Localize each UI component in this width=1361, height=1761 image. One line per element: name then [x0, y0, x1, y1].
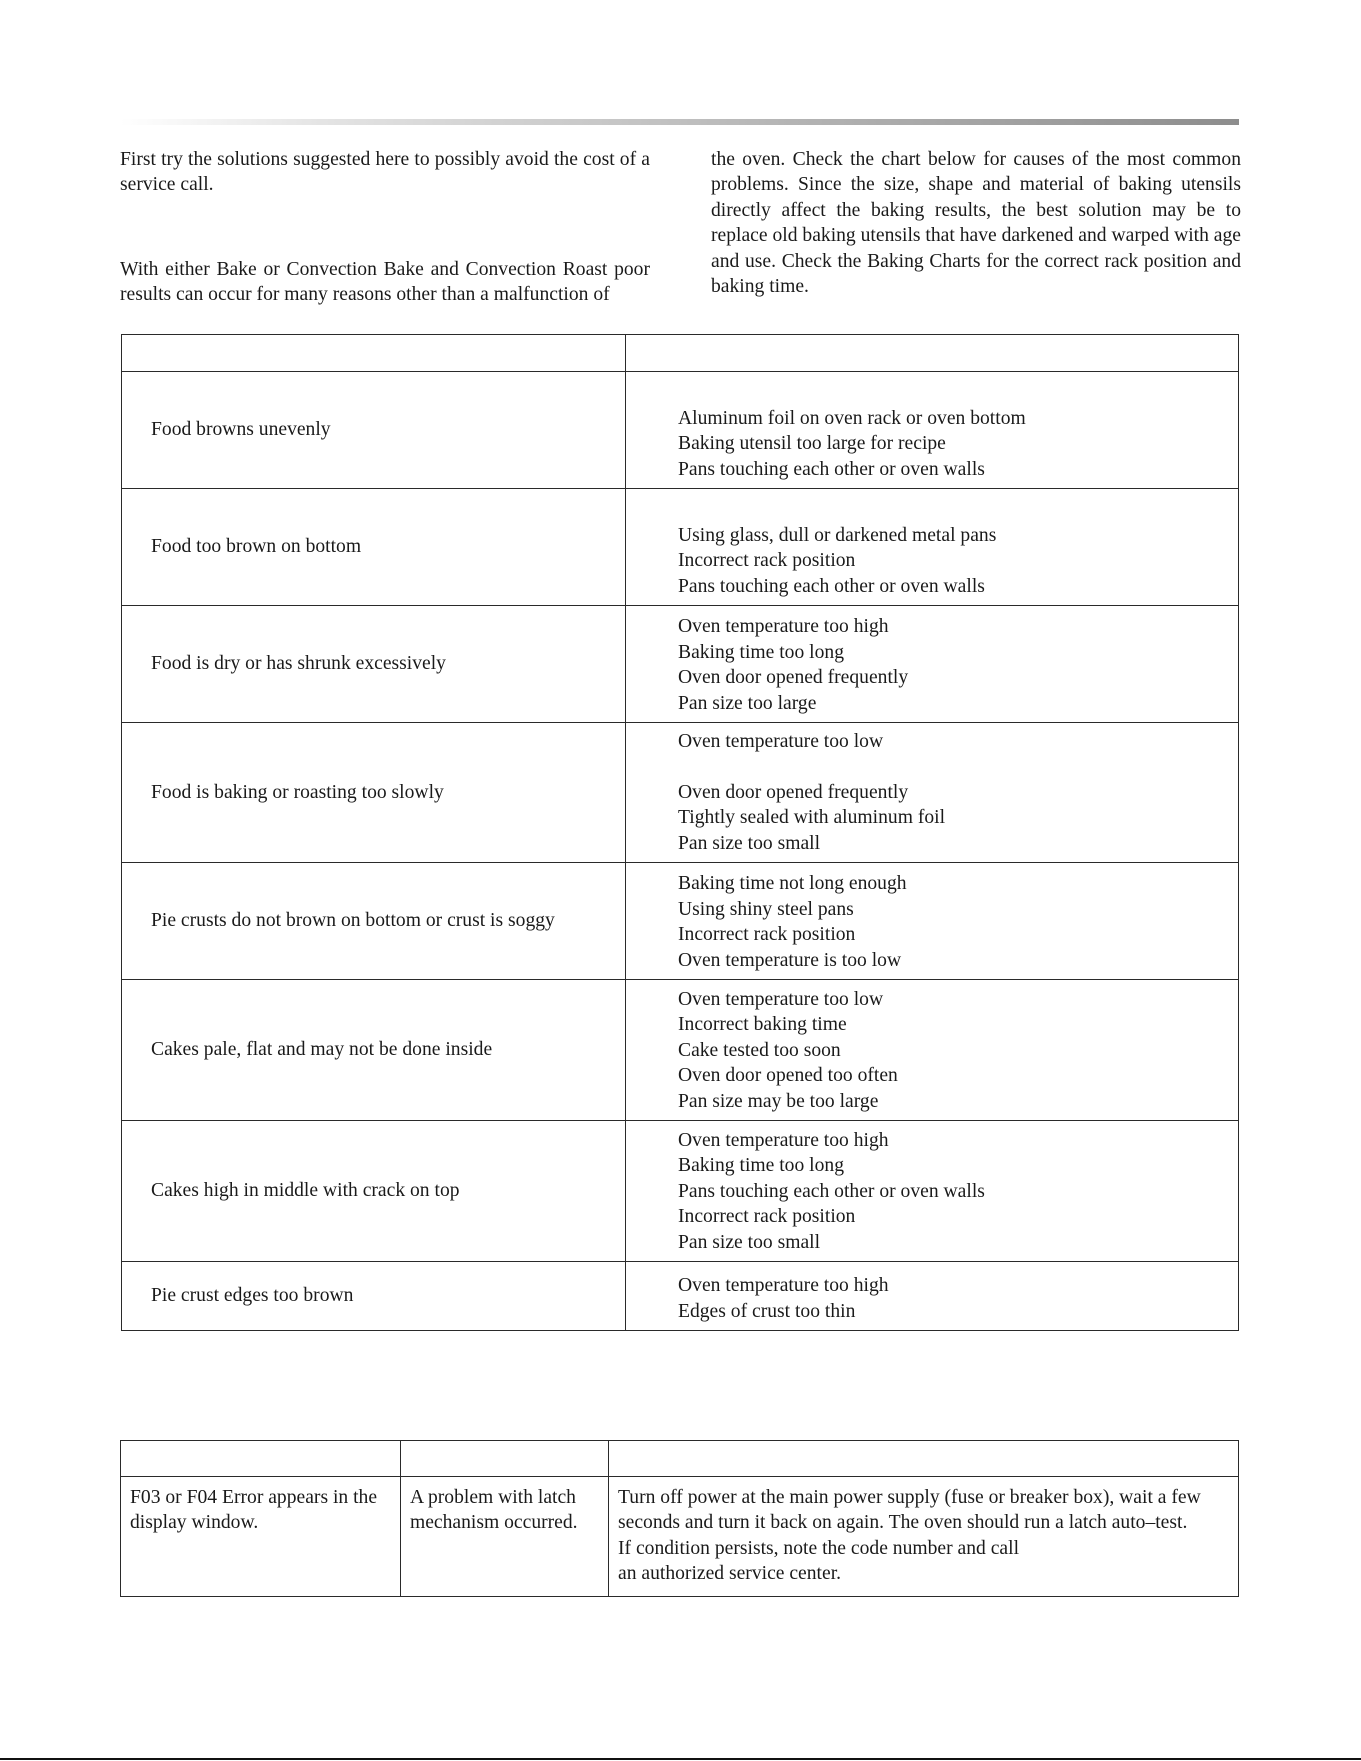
problem-cell: Pie crust edges too brown: [122, 1262, 626, 1331]
header-rule: [120, 119, 1239, 125]
cause-line: Cake tested too soon: [678, 1039, 841, 1061]
cause-line: Incorrect rack position: [678, 924, 856, 946]
solution-line: Turn off power at the main power supply (fuse or breaker box), wait a few: [618, 1487, 1201, 1508]
problem-cell: F03 or F04 Error appears in the display window.: [121, 1477, 401, 1597]
cause-line: Baking utensil too large for recipe: [678, 433, 946, 455]
causes-cell: [626, 489, 1239, 606]
cause-line: Using glass, dull or darkened metal pans: [678, 524, 997, 546]
causes-cell: [626, 1121, 1239, 1262]
causes-cell: [626, 1262, 1239, 1331]
error-code-table: [120, 1440, 1239, 1597]
cause-line: Incorrect rack position: [678, 1206, 856, 1228]
cause-line: Baking time too long: [678, 641, 844, 663]
problem-header: [122, 335, 626, 372]
cause-line: Incorrect baking time: [678, 1014, 847, 1036]
table-header-row: [122, 335, 1239, 372]
problem-header: [121, 1441, 401, 1477]
cause-line: Tightly sealed with aluminum foil: [678, 807, 946, 829]
baking-problems-table: [121, 334, 1239, 1331]
table-row: [122, 1262, 1239, 1331]
solution-cell: [609, 1477, 1239, 1597]
cause-header: [401, 1441, 609, 1477]
cause-line: Pan size may be too large: [678, 1090, 879, 1112]
cause-line: Baking time not long enough: [678, 873, 907, 895]
cause-line: Oven door opened frequently: [678, 667, 909, 689]
table-row: [122, 489, 1239, 606]
problem-cell: Food is dry or has shrunk excessively: [122, 606, 626, 723]
cause-line: Oven temperature too low: [678, 988, 884, 1010]
problem-cell: Food too brown on bottom: [122, 489, 626, 606]
cause-line: Pan size too small: [678, 1231, 821, 1253]
cause-line: Pans touching each other or oven walls: [678, 458, 985, 480]
cause-line: Incorrect rack position: [678, 550, 856, 572]
table-row: [122, 980, 1239, 1121]
cause-line: Using shiny steel pans: [678, 898, 854, 920]
cause-line: Oven temperature too low: [678, 730, 884, 752]
table-row: [122, 723, 1239, 863]
problem-cell: Pie crusts do not brown on bottom or crust is soggy: [122, 863, 626, 980]
solution-line: seconds and turn it back on again. The oven should run a latch auto–test.: [618, 1512, 1188, 1534]
error-table-body: [121, 1477, 1239, 1597]
cause-line: Oven temperature too high: [678, 616, 889, 638]
footer-rule: [0, 1758, 1361, 1760]
cause-line: Oven door opened frequently: [678, 781, 909, 803]
solution-header: [609, 1441, 1239, 1477]
cause-line: Pan size too small: [678, 832, 821, 854]
intro-paragraph-1: First try the solutions suggested here to possibly avoid the cost of a service call.: [120, 149, 650, 196]
table-row: [122, 372, 1239, 489]
causes-cell: [626, 980, 1239, 1121]
solution-line: an authorized service center.: [618, 1563, 842, 1585]
problem-cell: Food browns unevenly: [122, 372, 626, 489]
causes-cell: [626, 863, 1239, 980]
solution-line: If condition persists, note the code number and call: [618, 1537, 1020, 1559]
intro-paragraph-2: With either Bake or Convection Bake and Convection Roast poor results can occur for many reasons other than a malfunction of: [120, 259, 650, 306]
cause-line: Pans touching each other or oven walls: [678, 1180, 985, 1202]
cause-line: [678, 754, 1238, 779]
causes-cell: [626, 606, 1239, 723]
table-row: [121, 1477, 1239, 1597]
cause-line: Edges of crust too thin: [678, 1300, 856, 1322]
table-row: [122, 1121, 1239, 1262]
problem-cell: Cakes high in middle with crack on top: [122, 1121, 626, 1262]
causes-cell: [626, 372, 1239, 489]
cause-line: Aluminum foil on oven rack or oven bottom: [678, 407, 1026, 429]
baking-table-body: [122, 372, 1239, 1331]
cause-line: Pan size too large: [678, 692, 817, 714]
problem-cell: Cakes pale, flat and may not be done inside: [122, 980, 626, 1121]
cause-line: Oven temperature too high: [678, 1275, 889, 1297]
cause-header: [626, 335, 1239, 372]
cause-cell: A problem with latch mechanism occurred.: [401, 1477, 609, 1597]
problem-cell: Food is baking or roasting too slowly: [122, 723, 626, 863]
table-header-row: [121, 1441, 1239, 1477]
cause-line: Pans touching each other or oven walls: [678, 575, 985, 597]
causes-cell: [626, 723, 1239, 863]
cause-line: Oven temperature too high: [678, 1129, 889, 1151]
intro-paragraph-3: the oven. Check the chart below for causes of the most common problems. Since the size, shape and material of baking utensils directly affect the baking results, the best solution may be to replace old baking utensils that have darkened and warped with age and use. Check the Baking Charts for the correct rack position and baking time.: [711, 149, 1241, 298]
cause-line: Oven door opened too often: [678, 1065, 898, 1087]
table-row: [122, 606, 1239, 723]
cause-line: Baking time too long: [678, 1155, 844, 1177]
table-row: [122, 863, 1239, 980]
cause-line: Oven temperature is too low: [678, 949, 902, 971]
